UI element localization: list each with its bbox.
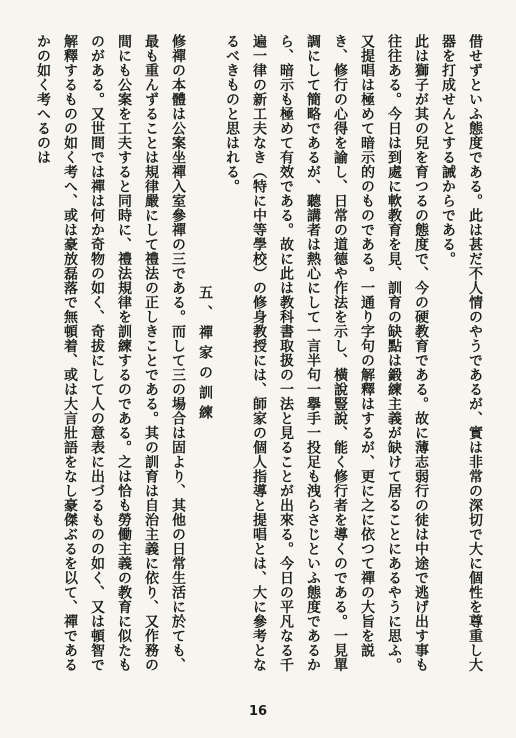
paragraph-2: 此は獅子が其の兒を育つるの態度で、今の硬教育である。故に薄志弱行の徒は中途で逃げ出す事も往往ある。今日は到處に軟教育を見、訓育の缺點は鍛練主義が缺けて居ることにあるやうに思ふ。又提唱は極めて暗示的のものである。一通り字句の解釋はするが、更に之に依つて禪の大旨を説き、修行の心得を諭し、日常の道德や作法を示し、橫說豎說、能く修行者を導くのである。一見單調にして簡略であるが、聽講者は熱心にして一言半句一擧手一投足も洩らさじといふ態度であるから、暗示も極めて有效である。故に此は教科書取扱の一法と見ることが出來る。今日の平凡なる千遍一律の新工夫なき（特に中等學校）の修身教授には、師家の個人指導と提唱とは、大に參考となるべきものと思はれる。 [224,34,429,672]
page-number: 16 [248,704,268,719]
paragraph-3: 修禪の本體は公案坐禪入室參禪の三である。而して三の場合は固より、其他の日常生活に於ても、最も重んずることは規律嚴にして禮法の正しきことである。其の訓育は自治主義に依り、又作務の間にも公案を工夫すると同時に、禮法規律を訓練するのである。之は恰も勞働主義の教育に似たものがある。又世間では禪は何か奇物の如く、奇拔にして人の意表に出づるものの如く、又は頓智で解釋するものの如く考へ、或は豪放磊落で無頓着、或は大言壯語をなし豪傑ぶるを以て、禪であるかの如く考へるのは [35,34,186,672]
paragraph-1: 借せずといふ態度である。此は甚だ不人情のやうであるが、實は非常の深切で大に個性を尊重し大器を打成せんとする誡からである。 [440,34,483,672]
vertical-text-body [26,34,488,676]
section-heading: 五、禪家の訓練 [197,285,213,425]
